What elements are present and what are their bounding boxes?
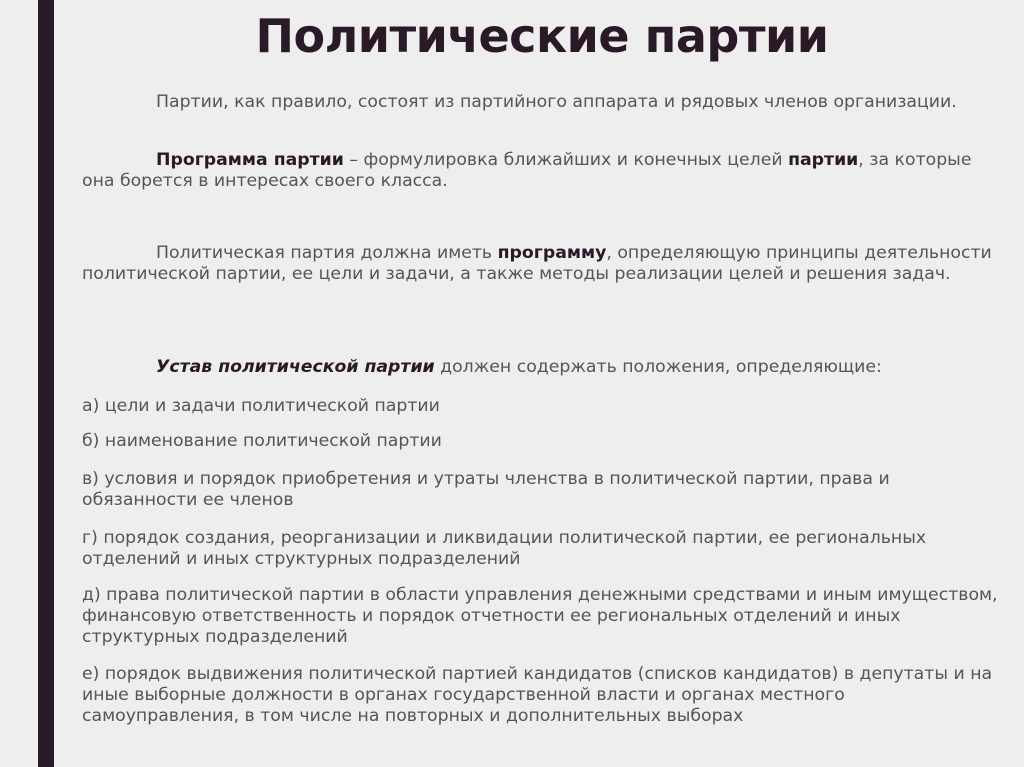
paragraph-text: Политическая партия должна иметь bbox=[156, 243, 498, 263]
paragraph-text: Партии, как правило, состоят из партийного аппарата и рядовых членов организации. bbox=[156, 92, 957, 112]
paragraph-text: – формулировка ближайших и конечных целей bbox=[343, 150, 789, 170]
term-party-charter: Устав политической партии bbox=[156, 357, 435, 377]
page-title: Политические партии bbox=[255, 9, 829, 63]
list-item-g: г) порядок создания, реорганизации и ликвидации политической партии, ее региональных отделений и иных структурных подразделений bbox=[82, 528, 927, 569]
list-item-b: б) наименование политической партии bbox=[82, 431, 442, 451]
list-item-v: в) условия и порядок приобретения и утраты членства в политической партии, права и обязанности ее членов bbox=[82, 469, 890, 510]
list-item-e: е) порядок выдвижения политической партией кандидатов (списков кандидатов) в депутаты и на иные выборные должности в органах государственной власти и органах местного самоуправления, в том числе на повторных и дополнительных выборах bbox=[82, 664, 993, 726]
paragraph-text: , за которые она борется в интересах своего класса. bbox=[82, 150, 972, 191]
term-party-program: Программа партии bbox=[156, 150, 344, 170]
left-accent-bar bbox=[38, 0, 54, 767]
paragraph-charter bbox=[82, 357, 1002, 378]
list-item-a: а) цели и задачи политической партии bbox=[82, 396, 440, 416]
paragraph-party-program bbox=[82, 150, 1002, 192]
bold-word-program: программу bbox=[497, 243, 607, 263]
list-item-d: д) права политической партии в области управления денежными средствами и иным имуществом, финансовую ответственность и порядок отчетности ее региональных отделений и иных структурных подразделений bbox=[82, 585, 998, 647]
paragraph-text: должен содержать положения, определяющие: bbox=[434, 357, 882, 377]
bold-word-party: партии bbox=[788, 150, 859, 170]
paragraph-party-structure bbox=[82, 92, 1002, 113]
paragraph-text: , определяющую принципы деятельности политической партии, ее цели и задачи, а также методы реализации целей и решения задач. bbox=[82, 243, 992, 284]
paragraph-program-requirement bbox=[82, 243, 1002, 285]
